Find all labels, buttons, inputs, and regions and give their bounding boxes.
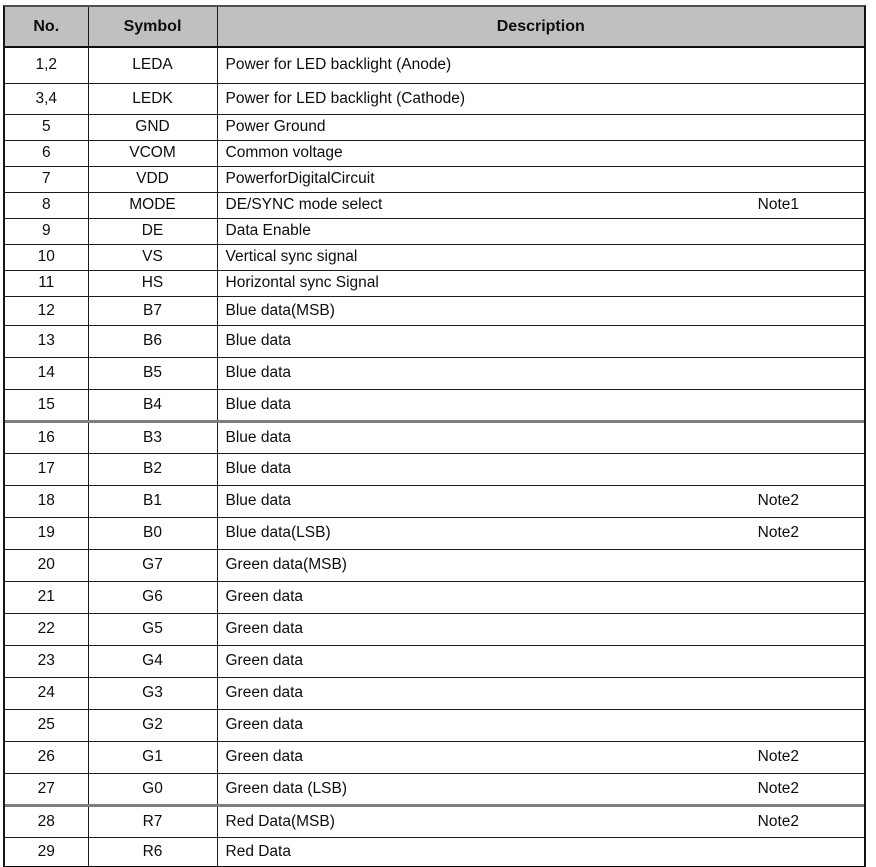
pin-description-cell [217,549,864,581]
pin-number-cell: 18 [5,485,88,517]
pin-description-text: Green data [225,748,304,765]
pin-table-container [3,5,866,867]
pin-symbol-cell: MODE [88,192,217,218]
pin-number-cell: 7 [5,166,88,192]
pin-symbol-cell: G4 [88,645,217,677]
table-row [5,357,864,389]
pin-description-cell [217,192,864,218]
pin-number-cell: 15 [5,389,88,421]
pin-description-cell [217,357,864,389]
table-row [5,114,864,140]
pin-number-cell: 27 [5,773,88,805]
table-row [5,581,864,613]
pin-symbol-cell: G1 [88,741,217,773]
pin-description-text: Red Data [225,842,291,860]
table-row [5,140,864,166]
pin-description-cell [217,837,864,866]
table-row [5,244,864,270]
pin-number-cell: 22 [5,613,88,645]
pin-number-cell: 9 [5,218,88,244]
table-row [5,645,864,677]
pin-symbol-cell: R7 [88,805,217,837]
table-header-row [5,7,864,47]
pin-number-cell: 11 [5,270,88,296]
pin-symbol-cell: G0 [88,773,217,805]
table-row [5,47,864,83]
pin-description-text: Green data(MSB) [225,556,347,573]
pin-description-text: Blue data(LSB) [225,524,331,541]
pin-symbol-cell: B6 [88,325,217,357]
pin-description-text: Horizontal sync Signal [225,274,379,291]
pin-symbol-cell: VS [88,244,217,270]
pin-symbol-cell: B3 [88,421,217,453]
table-row [5,83,864,114]
pin-description-text: Blue data [225,492,291,509]
pin-number-cell: 29 [5,837,88,866]
table-row [5,389,864,421]
pin-number-cell: 26 [5,741,88,773]
pin-description-cell [217,677,864,709]
pin-description-cell [217,83,864,114]
pin-description-text: Green data [225,588,304,605]
pin-description-text: Common voltage [225,144,343,161]
table-row [5,517,864,549]
pin-symbol-cell: HS [88,270,217,296]
pin-description-cell [217,805,864,837]
pin-description-text: Red Data(MSB) [225,812,335,830]
pin-symbol-cell: B5 [88,357,217,389]
pin-symbol-cell: VCOM [88,140,217,166]
pin-note-text: Note2 [757,492,799,509]
table-row [5,325,864,357]
pin-description-cell [217,218,864,244]
pin-description-cell [217,485,864,517]
pin-description-text: Power for LED backlight (Cathode) [225,89,466,107]
pin-note-text: Note2 [757,779,799,797]
pin-number-cell: 8 [5,192,88,218]
pin-description-text: Blue data(MSB) [225,301,335,319]
pin-number-cell: 19 [5,517,88,549]
table-row [5,709,864,741]
table-row [5,270,864,296]
pin-number-cell: 13 [5,325,88,357]
pin-description-text: Data Enable [225,222,311,239]
table-row [5,296,864,325]
pin-description-cell [217,114,864,140]
pin-description-cell [217,613,864,645]
pin-symbol-cell: G7 [88,549,217,581]
pin-description-cell [217,166,864,192]
pin-symbol-cell: LEDA [88,47,217,83]
pin-symbol-cell: B0 [88,517,217,549]
pin-number-cell: 16 [5,421,88,453]
pin-description-text: Blue data [225,395,291,413]
pin-description-cell [217,517,864,549]
pin-description-cell [217,453,864,485]
pin-description-cell [217,645,864,677]
pin-number-cell: 6 [5,140,88,166]
pin-number-cell: 14 [5,357,88,389]
pin-description-text: Green data (LSB) [225,779,347,797]
pin-note-text: Note2 [757,748,799,765]
table-header [5,7,864,47]
pin-symbol-cell: GND [88,114,217,140]
table-row [5,166,864,192]
pin-description-cell [217,581,864,613]
table-row [5,453,864,485]
pin-number-cell: 24 [5,677,88,709]
pin-symbol-cell: B7 [88,296,217,325]
pin-description-text: Power Ground [225,118,326,135]
table-row [5,837,864,866]
table-row [5,421,864,453]
pin-description-text: PowerforDigitalCircuit [225,170,375,187]
pin-number-cell: 5 [5,114,88,140]
pin-description-text: DE/SYNC mode select [225,196,383,213]
pin-symbol-cell: G5 [88,613,217,645]
pin-symbol-cell: B4 [88,389,217,421]
pin-number-cell: 20 [5,549,88,581]
pin-description-cell [217,741,864,773]
col-header-symbol: Symbol [88,7,217,47]
pin-description-text: Green data [225,684,304,701]
table-row [5,613,864,645]
pin-description-cell [217,270,864,296]
pin-description-table [5,7,864,866]
table-row [5,677,864,709]
pin-symbol-cell: G2 [88,709,217,741]
table-body [5,47,864,866]
pin-number-cell: 17 [5,453,88,485]
table-row [5,805,864,837]
pin-description-cell [217,140,864,166]
pin-number-cell: 3,4 [5,83,88,114]
pin-symbol-cell: LEDK [88,83,217,114]
pin-note-text: Note2 [757,812,799,830]
pin-symbol-cell: B2 [88,453,217,485]
pin-symbol-cell: G3 [88,677,217,709]
pin-description-text: Blue data [225,460,291,477]
pin-description-cell [217,47,864,83]
col-header-no: No. [5,7,88,47]
pin-number-cell: 1,2 [5,47,88,83]
pin-description-cell [217,421,864,453]
pin-description-cell [217,773,864,805]
pin-number-cell: 28 [5,805,88,837]
pin-description-text: Blue data [225,364,291,381]
pin-number-cell: 23 [5,645,88,677]
pin-description-text: Green data [225,652,304,669]
pin-description-text: Blue data [225,428,291,446]
col-header-description: Description [217,7,864,47]
table-row [5,218,864,244]
pin-description-text: Green data [225,716,304,733]
pin-number-cell: 10 [5,244,88,270]
pin-symbol-cell: B1 [88,485,217,517]
pin-symbol-cell: DE [88,218,217,244]
pin-description-cell [217,389,864,421]
table-row [5,549,864,581]
table-row [5,773,864,805]
pin-symbol-cell: VDD [88,166,217,192]
pin-description-text: Blue data [225,332,291,349]
pin-symbol-cell: G6 [88,581,217,613]
pin-note-text: Note2 [757,524,799,541]
table-row [5,485,864,517]
pin-description-text: Power for LED backlight (Anode) [225,56,452,74]
pin-description-text: Vertical sync signal [225,248,358,265]
pin-number-cell: 12 [5,296,88,325]
pin-description-cell [217,325,864,357]
table-row [5,741,864,773]
pin-number-cell: 25 [5,709,88,741]
table-row [5,192,864,218]
pin-description-text: Green data [225,620,304,637]
pin-description-cell [217,709,864,741]
pin-number-cell: 21 [5,581,88,613]
pin-note-text: Note1 [757,196,799,213]
pin-symbol-cell: R6 [88,837,217,866]
pin-description-cell [217,244,864,270]
pin-description-cell [217,296,864,325]
